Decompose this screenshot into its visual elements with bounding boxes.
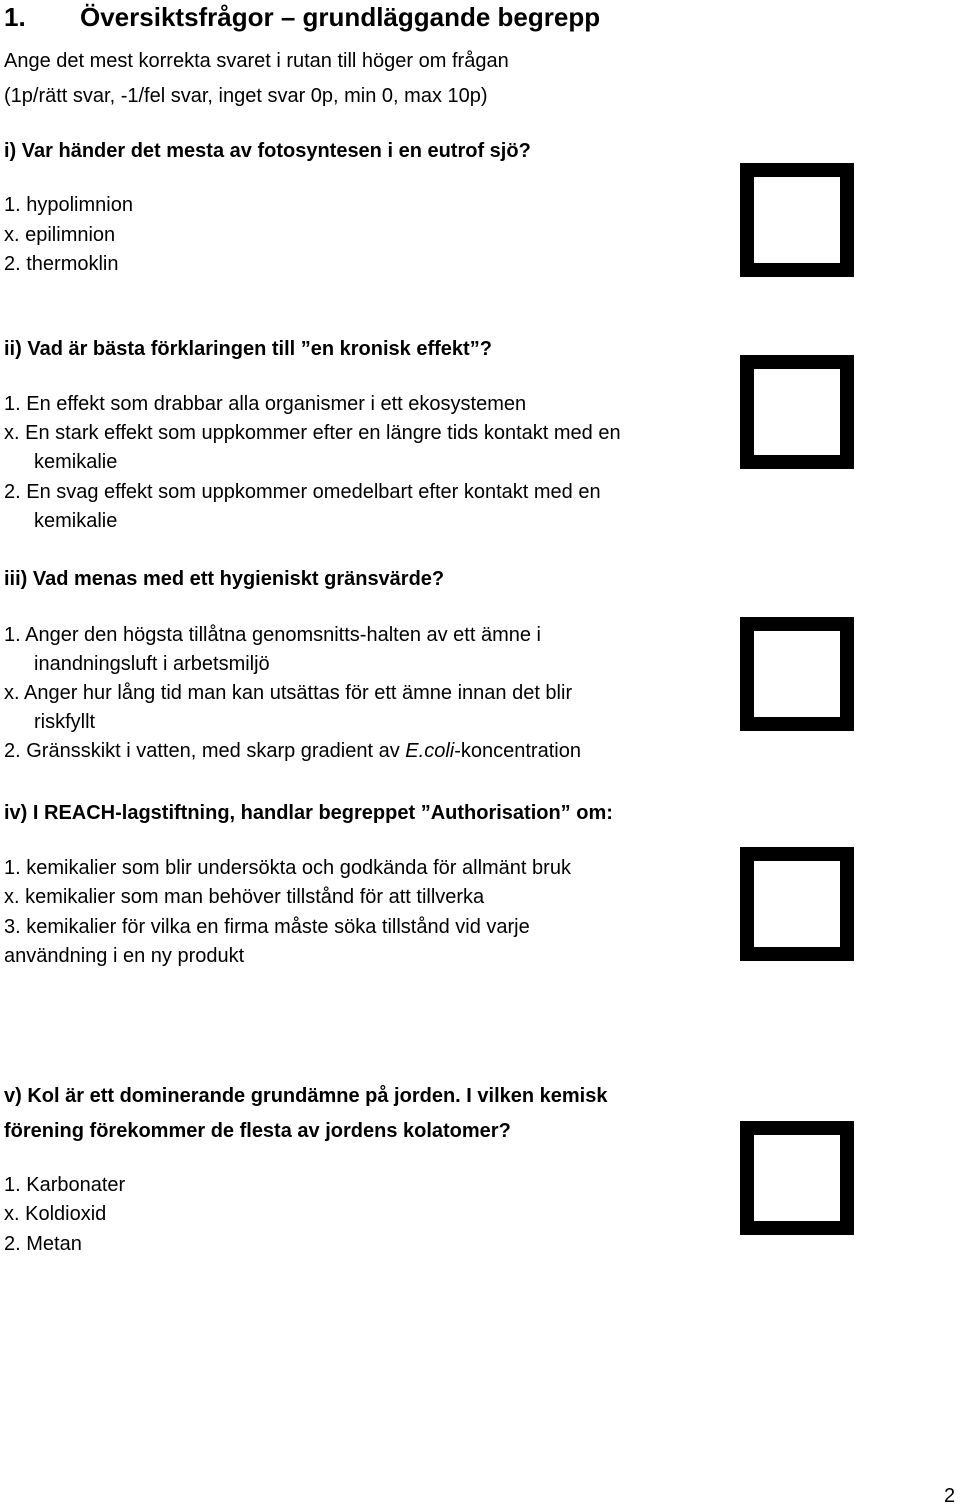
answer-box-question-5[interactable] <box>740 1121 854 1235</box>
question-1-option: 1. hypolimnion <box>4 194 133 216</box>
instructions-line-2: (1p/rätt svar, -1/fel svar, inget svar 0p, min 0, max 10p) <box>4 85 488 107</box>
question-3-option: 1. Anger den högsta tillåtna genomsnitts-halten av ett ämne i <box>4 624 542 646</box>
section-number: 1. <box>4 2 26 32</box>
instructions-line-1: Ange det mest korrekta svaret i rutan till höger om frågan <box>4 50 509 72</box>
question-2-option: 1. En effekt som drabbar alla organismer i ett ekosystemen <box>4 393 527 415</box>
section-title: Översiktsfrågor – grundläggande begrepp <box>80 2 601 32</box>
question-3-option-italic: E.coli <box>405 740 455 762</box>
question-2-option-continued: kemikalie <box>34 510 118 532</box>
question-3-option <box>4 737 581 766</box>
question-3-option-prefix: 2. Gränsskikt i vatten, med skarp gradient av <box>4 740 406 762</box>
answer-box-question-1[interactable] <box>740 163 854 277</box>
question-2-text: ii) Vad är bästa förklaringen till ”en kronisk effekt”? <box>4 338 492 360</box>
question-3-option-suffix: -koncentration <box>454 740 581 762</box>
question-5-option: 1. Karbonater <box>4 1174 126 1196</box>
question-4-option: x. kemikalier som man behöver tillstånd för att tillverka <box>4 886 485 908</box>
question-1-text: i) Var händer det mesta av fotosyntesen i en eutrof sjö? <box>4 140 531 162</box>
question-1-option: x. epilimnion <box>4 224 116 246</box>
question-1-option: 2. thermoklin <box>4 253 119 275</box>
question-3-option-continued: riskfyllt <box>34 711 96 733</box>
question-2-option: x. En stark effekt som uppkommer efter en längre tids kontakt med en <box>4 422 621 444</box>
question-2-option: 2. En svag effekt som uppkommer omedelbart efter kontakt med en <box>4 481 601 503</box>
question-4-text: iv) I REACH-lagstiftning, handlar begreppet ”Authorisation” om: <box>4 802 613 824</box>
question-5-option: 2. Metan <box>4 1233 82 1255</box>
question-4-option: 1. kemikalier som blir undersökta och godkända för allmänt bruk <box>4 857 571 879</box>
answer-box-question-3[interactable] <box>740 617 854 731</box>
question-4-option: 3. kemikalier för vilka en firma måste söka tillstånd vid varje <box>4 916 530 938</box>
question-4-option-continued: användning i en ny produkt <box>4 945 245 967</box>
question-2-option-continued: kemikalie <box>34 451 118 473</box>
page-number: 2 <box>944 1485 956 1507</box>
question-3-text: iii) Vad menas med ett hygieniskt gränsvärde? <box>4 568 445 590</box>
question-5-text-line-1: v) Kol är ett dominerande grundämne på jorden. I vilken kemisk <box>4 1085 608 1107</box>
question-5-option: x. Koldioxid <box>4 1203 107 1225</box>
answer-box-question-4[interactable] <box>740 847 854 961</box>
question-3-option: x. Anger hur lång tid man kan utsättas för ett ämne innan det blir <box>4 682 573 704</box>
question-3-option-continued: inandningsluft i arbetsmiljö <box>34 653 270 675</box>
question-5-text-line-2: förening förekommer de flesta av jordens kolatomer? <box>4 1120 511 1142</box>
answer-box-question-2[interactable] <box>740 355 854 469</box>
